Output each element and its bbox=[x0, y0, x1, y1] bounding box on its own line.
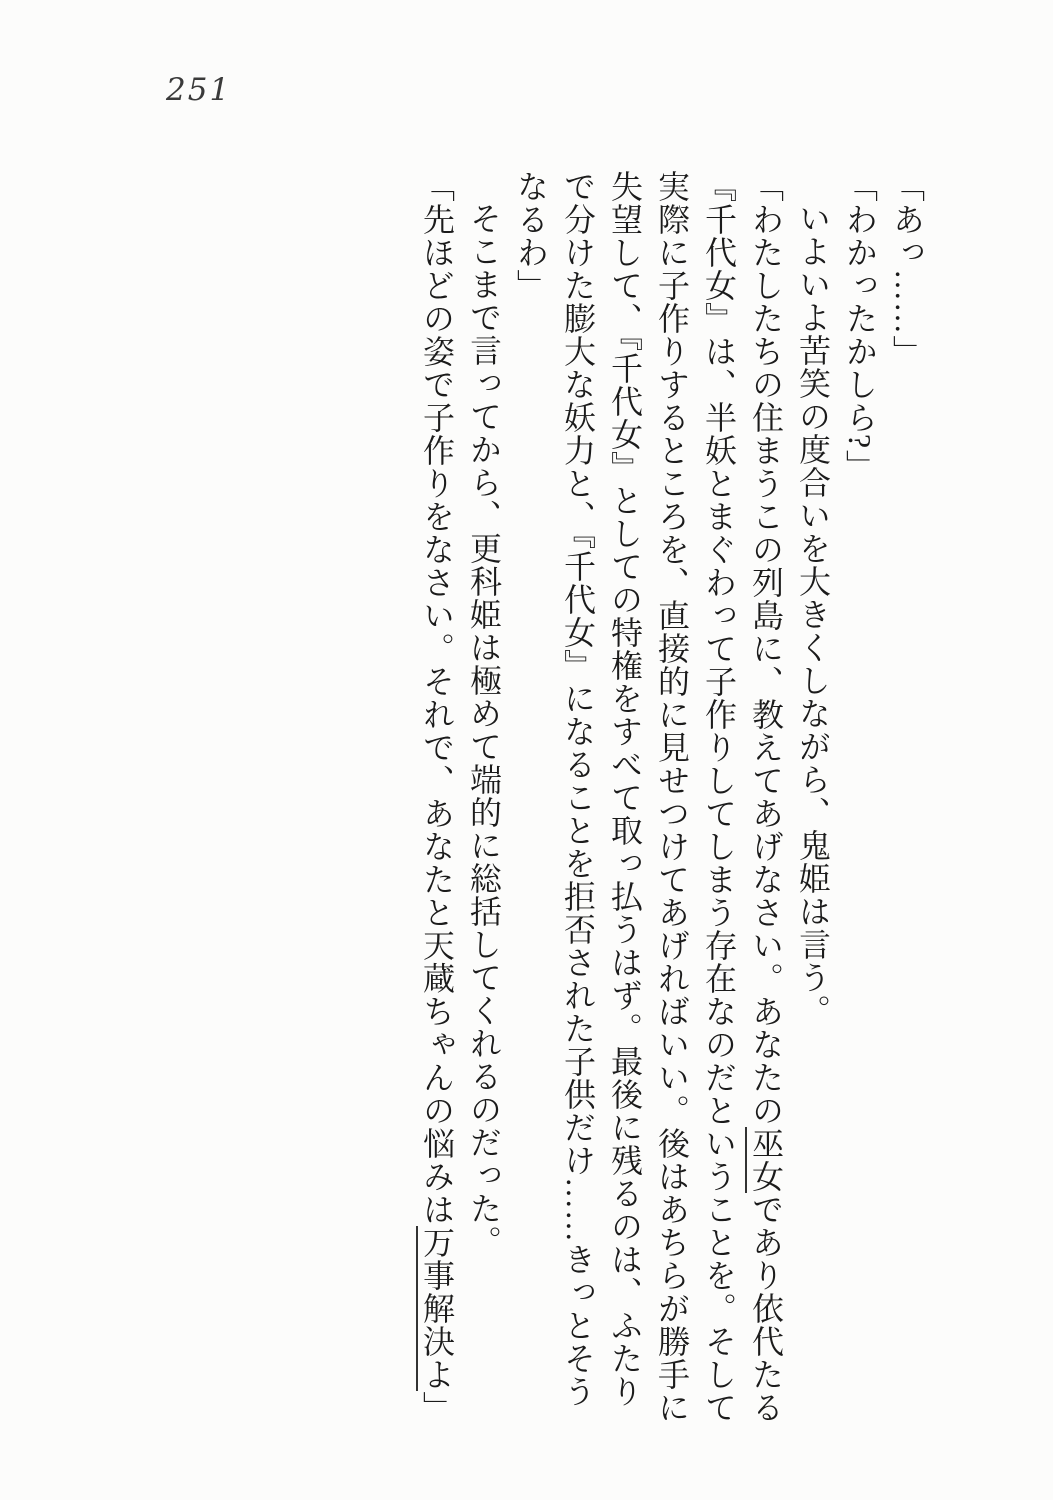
text-line-3: いよいよ苦笑の度合いを大きくしながら、鬼姫は言う。 bbox=[795, 202, 831, 1027]
text-line-11 bbox=[413, 170, 460, 1424]
text-segment: であり依代たる bbox=[748, 1193, 784, 1424]
text-line-9: なるわ」 bbox=[513, 170, 549, 302]
emphasized-text: 巫女 bbox=[745, 1127, 784, 1193]
emphasized-text: 万事解決よ bbox=[416, 1226, 455, 1391]
text-line-4 bbox=[742, 170, 789, 1424]
vertical-text-block bbox=[413, 170, 930, 1424]
text-line-8: で分けた膨大な妖力と、『千代女』になることを拒否された子供だけ……きっとそう bbox=[560, 170, 596, 1408]
text-segment: 「わたしたちの住まうこの列島に、教えてあげなさい。あなたの bbox=[748, 170, 784, 1127]
text-line-10: そこまで言ってから、更科姫は極めて端的に総括してくれるのだった。 bbox=[466, 202, 502, 1258]
page-number: 251 bbox=[166, 72, 232, 108]
text-line-5: 『千代女』は、半妖とまぐわって子作りしてしまう存在なのだということを。そして bbox=[701, 170, 737, 1424]
text-line-2: 「わかったかしら?」 bbox=[842, 170, 878, 483]
text-line-7: 失望して、『千代女』としての特権をすべて取っ払うはず。最後に残るのは、ふたり bbox=[607, 170, 643, 1408]
text-segment: 」 bbox=[419, 1391, 455, 1424]
text-line-6: 実際に子作りするところを、直接的に見せつけてあげればいい。後はあちらが勝手に bbox=[654, 170, 690, 1424]
text-line-1: 「あっ……」 bbox=[889, 170, 925, 368]
text-segment: 「先ほどの姿で子作りをなさい。それで、あなたと天蔵ちゃんの悩みは bbox=[419, 170, 455, 1226]
